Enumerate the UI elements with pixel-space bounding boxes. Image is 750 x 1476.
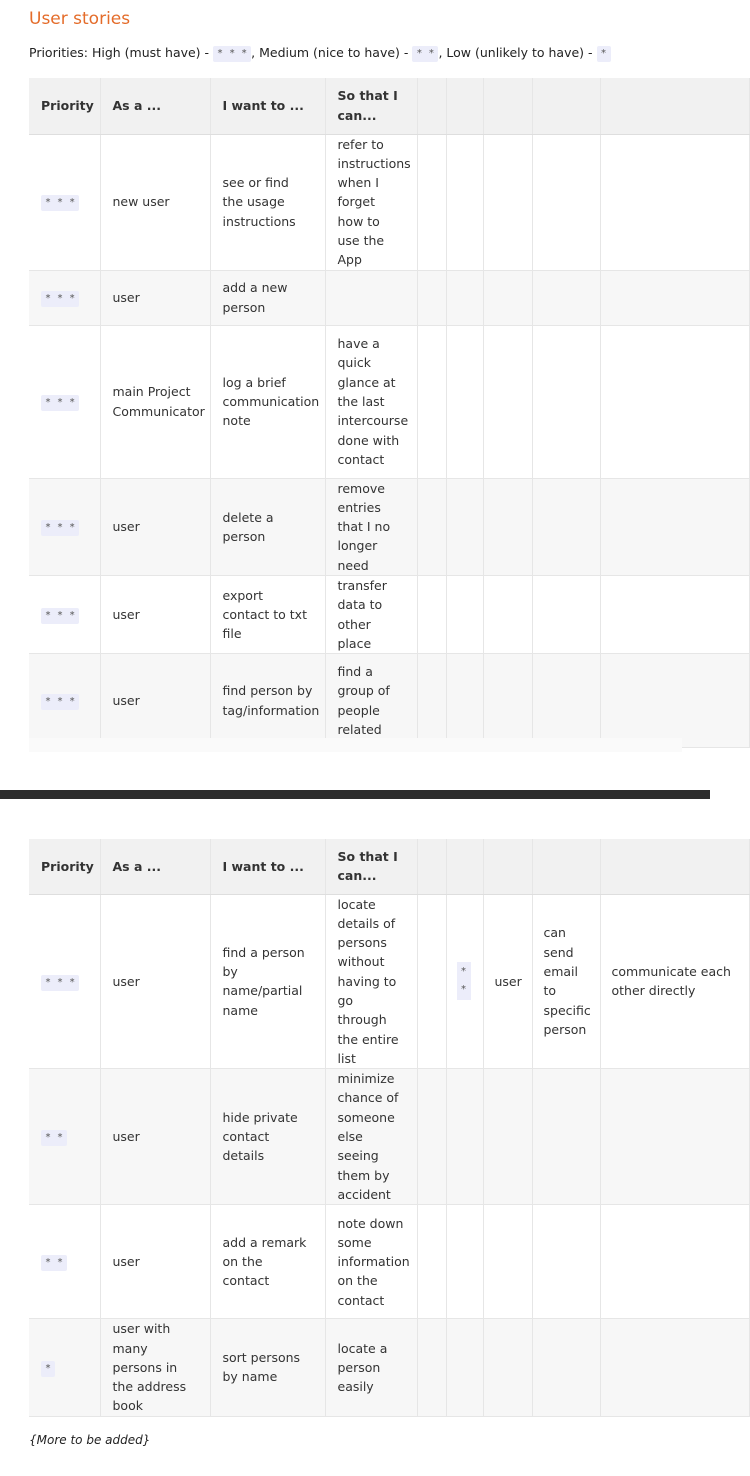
extra-so-that-cell: communicate each other directly bbox=[600, 894, 749, 1069]
empty-cell bbox=[483, 1319, 532, 1416]
empty-cell bbox=[600, 478, 749, 575]
empty-cell bbox=[600, 134, 749, 270]
table-row bbox=[29, 1069, 749, 1205]
header-empty bbox=[532, 78, 600, 134]
priority-cell bbox=[29, 1069, 100, 1205]
priority-low-badge: * bbox=[597, 46, 611, 62]
header-empty bbox=[532, 839, 600, 894]
role-cell: new user bbox=[100, 134, 210, 270]
empty-cell bbox=[600, 654, 749, 748]
empty-cell bbox=[446, 1069, 483, 1205]
header-empty bbox=[483, 78, 532, 134]
empty-cell bbox=[446, 654, 483, 748]
priority-high-badge: * * * bbox=[213, 46, 251, 62]
empty-cell bbox=[532, 576, 600, 654]
empty-cell bbox=[417, 270, 446, 325]
header-empty bbox=[417, 78, 446, 134]
so-that-cell: locate a person easily bbox=[325, 1319, 417, 1416]
empty-cell bbox=[446, 325, 483, 478]
header-as-a: As a ... bbox=[100, 78, 210, 134]
priority-badge: * * * bbox=[41, 395, 79, 411]
empty-cell bbox=[417, 1205, 446, 1319]
table-row bbox=[29, 1205, 749, 1319]
empty-cell bbox=[532, 1319, 600, 1416]
table-row bbox=[29, 270, 749, 325]
empty-cell bbox=[483, 1069, 532, 1205]
empty-cell bbox=[417, 1319, 446, 1416]
empty-cell bbox=[417, 134, 446, 270]
empty-cell bbox=[600, 270, 749, 325]
empty-cell bbox=[446, 1319, 483, 1416]
priority-cell bbox=[29, 654, 100, 748]
empty-cell bbox=[417, 654, 446, 748]
header-so-that: So that I can... bbox=[325, 78, 417, 134]
so-that-cell: have a quick glance at the last intercourse done with contact bbox=[325, 325, 417, 478]
priority-badge: * * * bbox=[41, 608, 79, 624]
priority-cell bbox=[29, 478, 100, 575]
empty-cell bbox=[600, 1069, 749, 1205]
priority-cell bbox=[29, 270, 100, 325]
role-cell: main Project Communicator bbox=[100, 325, 210, 478]
want-cell: log a brief communication note bbox=[210, 325, 325, 478]
want-cell: find person by tag/information bbox=[210, 654, 325, 748]
role-cell: user with many persons in the address book bbox=[100, 1319, 210, 1416]
priorities-prefix: Priorities: High (must have) - bbox=[29, 45, 214, 60]
role-cell: user bbox=[100, 1069, 210, 1205]
table-row bbox=[29, 894, 749, 1069]
empty-cell bbox=[483, 478, 532, 575]
table-row bbox=[29, 134, 749, 270]
empty-cell bbox=[532, 1205, 600, 1319]
empty-cell bbox=[446, 270, 483, 325]
role-cell: user bbox=[100, 654, 210, 748]
empty-cell bbox=[446, 1205, 483, 1319]
header-priority: Priority bbox=[29, 839, 100, 894]
role-cell: user bbox=[100, 270, 210, 325]
empty-cell bbox=[532, 270, 600, 325]
priority-badge: * * bbox=[41, 1130, 67, 1146]
empty-cell bbox=[483, 1205, 532, 1319]
want-cell: delete a person bbox=[210, 478, 325, 575]
want-cell: hide private contact details bbox=[210, 1069, 325, 1205]
want-cell: see or find the usage instructions bbox=[210, 134, 325, 270]
extra-priority-cell bbox=[446, 894, 483, 1069]
table-bottom-band bbox=[29, 738, 682, 752]
priority-cell bbox=[29, 325, 100, 478]
so-that-cell: note down some information on the contact bbox=[325, 1205, 417, 1319]
user-stories-table-part-1 bbox=[29, 78, 682, 748]
empty-cell bbox=[600, 1319, 749, 1416]
table-header-row bbox=[29, 839, 749, 894]
table-row bbox=[29, 654, 749, 748]
so-that-cell: transfer data to other place bbox=[325, 576, 417, 654]
empty-cell bbox=[417, 325, 446, 478]
empty-cell bbox=[446, 134, 483, 270]
empty-cell bbox=[600, 325, 749, 478]
want-cell: add a remark on the contact bbox=[210, 1205, 325, 1319]
empty-cell bbox=[417, 894, 446, 1069]
empty-cell bbox=[446, 478, 483, 575]
empty-cell bbox=[483, 270, 532, 325]
want-cell: find a person by name/partial name bbox=[210, 894, 325, 1069]
priorities-medium-text: , Medium (nice to have) - bbox=[251, 45, 413, 60]
table-row bbox=[29, 325, 749, 478]
priority-badge: * * bbox=[41, 1255, 67, 1271]
so-that-cell: locate details of persons without having to go through the entire list bbox=[325, 894, 417, 1069]
empty-cell bbox=[446, 576, 483, 654]
priority-badge: * * * bbox=[41, 291, 79, 307]
empty-cell bbox=[600, 576, 749, 654]
empty-cell bbox=[532, 134, 600, 270]
page-title: User stories bbox=[29, 9, 131, 29]
header-empty bbox=[446, 839, 483, 894]
empty-cell bbox=[483, 134, 532, 270]
priorities-low-text: , Low (unlikely to have) - bbox=[438, 45, 597, 60]
header-empty bbox=[417, 839, 446, 894]
want-cell: sort persons by name bbox=[210, 1319, 325, 1416]
so-that-cell: find a group of people related bbox=[325, 654, 417, 748]
so-that-cell: minimize chance of someone else seeing them by accident bbox=[325, 1069, 417, 1205]
empty-cell bbox=[483, 325, 532, 478]
table-header-row bbox=[29, 78, 749, 134]
priority-badge: * bbox=[41, 1361, 55, 1377]
priority-badge: * * * bbox=[41, 520, 79, 536]
extra-want-cell: can send email to specific person bbox=[532, 894, 600, 1069]
want-cell: add a new person bbox=[210, 270, 325, 325]
header-want: I want to ... bbox=[210, 839, 325, 894]
empty-cell bbox=[532, 325, 600, 478]
header-so-that: So that I can... bbox=[325, 839, 417, 894]
priority-cell bbox=[29, 576, 100, 654]
user-stories-table-part-2 bbox=[29, 839, 731, 1417]
empty-cell bbox=[417, 478, 446, 575]
priorities-legend bbox=[29, 45, 611, 62]
header-empty bbox=[446, 78, 483, 134]
extra-role-cell: user bbox=[483, 894, 532, 1069]
priority-badge: * * * bbox=[41, 975, 79, 991]
empty-cell bbox=[600, 1205, 749, 1319]
empty-cell bbox=[532, 478, 600, 575]
so-that-cell: remove entries that I no longer need bbox=[325, 478, 417, 575]
header-as-a: As a ... bbox=[100, 839, 210, 894]
want-cell: export contact to txt file bbox=[210, 576, 325, 654]
role-cell: user bbox=[100, 1205, 210, 1319]
empty-cell bbox=[417, 576, 446, 654]
header-empty bbox=[483, 839, 532, 894]
priority-cell bbox=[29, 1205, 100, 1319]
more-to-be-added-note: {More to be added} bbox=[29, 1433, 151, 1447]
so-that-cell bbox=[325, 270, 417, 325]
empty-cell bbox=[483, 654, 532, 748]
header-empty bbox=[600, 839, 749, 894]
role-cell: user bbox=[100, 478, 210, 575]
role-cell: user bbox=[100, 576, 210, 654]
empty-cell bbox=[532, 654, 600, 748]
priority-cell bbox=[29, 894, 100, 1069]
role-cell: user bbox=[100, 894, 210, 1069]
priority-cell bbox=[29, 1319, 100, 1416]
screenshot-divider bbox=[0, 790, 710, 799]
priority-badge: * * bbox=[457, 962, 471, 1000]
table-row bbox=[29, 1319, 749, 1416]
header-want: I want to ... bbox=[210, 78, 325, 134]
priority-cell bbox=[29, 134, 100, 270]
priority-medium-badge: * * bbox=[412, 46, 438, 62]
so-that-cell: refer to instructions when I forget how to use the App bbox=[325, 134, 417, 270]
header-priority: Priority bbox=[29, 78, 100, 134]
table-row bbox=[29, 478, 749, 575]
priority-badge: * * * bbox=[41, 694, 79, 710]
header-empty bbox=[600, 78, 749, 134]
priority-badge: * * * bbox=[41, 195, 79, 211]
table-row bbox=[29, 576, 749, 654]
empty-cell bbox=[483, 576, 532, 654]
empty-cell bbox=[417, 1069, 446, 1205]
empty-cell bbox=[532, 1069, 600, 1205]
